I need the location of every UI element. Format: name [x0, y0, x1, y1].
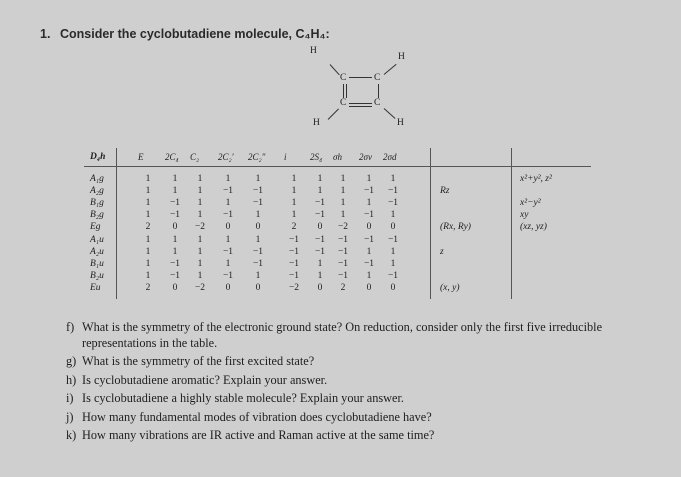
subquestion-k: [66, 428, 666, 444]
subquestion-letter: f): [66, 320, 75, 334]
character-value: −1: [222, 186, 234, 197]
bond-top: [349, 77, 372, 78]
character-value: 1: [145, 258, 151, 269]
character-value: 1: [390, 258, 396, 269]
quadratic-function: xy: [520, 210, 529, 221]
character-value: 1: [390, 210, 396, 221]
character-value: −1: [363, 258, 375, 269]
subquestion-letter: g): [66, 354, 77, 368]
table-header-rule: [84, 166, 591, 167]
character-value: −1: [314, 210, 326, 221]
irrep-label: B₁u: [90, 258, 104, 269]
operation-header: σh: [333, 152, 342, 162]
character-value: 1: [197, 186, 203, 197]
irrep-label: A₁g: [90, 174, 104, 184]
character-value: 1: [145, 186, 151, 197]
character-value: 1: [145, 198, 151, 209]
subquestion-text: Is cyclobutadiene aromatic? Explain your answer.: [82, 372, 328, 387]
character-value: 1: [197, 246, 203, 257]
character-value: 1: [291, 198, 297, 209]
character-value: 1: [225, 174, 231, 184]
character-value: 0: [225, 222, 231, 233]
character-value: 1: [255, 234, 261, 245]
irrep-label: Eg: [90, 222, 101, 233]
atom-h-top-left: H: [310, 46, 317, 56]
atom-c-top-right: C: [374, 73, 381, 83]
table-divider-irrep: [116, 148, 117, 299]
subquestion-letter: h): [66, 372, 77, 387]
character-value: 1: [340, 186, 346, 197]
subquestion-text: How many vibrations are IR active and Raman active at the same time?: [82, 428, 435, 442]
character-value: 1: [291, 210, 297, 221]
character-value: 1: [197, 234, 203, 245]
atom-c-top-left: C: [340, 73, 347, 83]
character-value: −1: [222, 270, 234, 281]
character-value: 1: [366, 270, 372, 281]
linear-rotation-function: z: [440, 246, 444, 257]
character-value: 1: [225, 234, 231, 245]
irrep-label: A₂u: [90, 246, 104, 257]
character-value: 2: [145, 222, 151, 233]
bond-right: [378, 84, 379, 98]
subquestion-letter: k): [66, 428, 77, 442]
bond-ch-top-right: [384, 64, 397, 75]
character-value: 0: [255, 222, 261, 233]
character-value: −1: [252, 186, 264, 197]
irrep-label: A₁u: [90, 234, 104, 245]
character-value: −1: [314, 198, 326, 209]
character-value: −1: [337, 246, 349, 257]
character-value: 1: [172, 246, 178, 257]
irrep-label: B₂g: [90, 210, 104, 221]
character-value: 2: [340, 282, 346, 293]
operation-header: i: [284, 152, 287, 162]
character-value: 1: [340, 174, 346, 184]
question-prompt: Consider the cyclobutadiene molecule, C₄H₄:: [60, 27, 330, 41]
character-value: −1: [288, 270, 300, 281]
character-value: 1: [145, 234, 151, 245]
character-value: −1: [288, 234, 300, 245]
subquestion-text: What is the symmetry of the electronic ground state? On reduction, consider only the first five irreducible representations in the table.: [82, 320, 603, 350]
character-value: 1: [390, 174, 396, 184]
character-value: 0: [317, 282, 323, 293]
character-value: 1: [317, 186, 323, 197]
character-value: −1: [252, 258, 264, 269]
linear-rotation-function: (x, y): [440, 282, 460, 293]
character-value: −1: [169, 270, 181, 281]
character-value: 1: [197, 210, 203, 221]
character-value: −1: [363, 234, 375, 245]
atom-c-bottom-right: C: [374, 98, 381, 108]
atom-h-top-right: H: [398, 52, 405, 62]
subquestion-text: Is cyclobutadiene a highly stable molecule? Explain your answer.: [82, 391, 405, 405]
character-value: 1: [255, 174, 261, 184]
character-value: 2: [291, 222, 297, 233]
character-value: −1: [169, 198, 181, 209]
character-value: 1: [317, 174, 323, 184]
bond-ch-bottom-right: [384, 108, 396, 119]
character-value: −2: [337, 222, 349, 233]
cyclobutadiene-structure: [300, 46, 420, 136]
subquestion-letter: j): [66, 409, 74, 424]
character-value: 0: [390, 222, 396, 233]
subquestion-letter: i): [66, 391, 74, 405]
character-value: −1: [337, 270, 349, 281]
character-value: −1: [288, 246, 300, 257]
operation-header: 2C₂″: [248, 152, 266, 162]
character-value: 0: [172, 282, 178, 293]
character-value: 1: [366, 174, 372, 184]
irrep-label: Eu: [90, 282, 101, 293]
subquestion-h: [66, 373, 666, 389]
operation-header: 2C₂′: [218, 152, 234, 162]
character-value: −1: [169, 258, 181, 269]
bond-bottom-double-b: [349, 106, 372, 107]
irrep-label: A₂g: [90, 186, 104, 197]
character-value: 1: [317, 258, 323, 269]
subquestion-i: [66, 391, 666, 407]
character-value: −1: [337, 258, 349, 269]
character-value: 1: [197, 258, 203, 269]
operation-header: 2S₄: [310, 152, 323, 162]
irrep-label: B₁g: [90, 198, 104, 209]
character-value: 1: [291, 174, 297, 184]
character-value: 1: [340, 198, 346, 209]
character-value: 1: [255, 270, 261, 281]
character-value: 1: [197, 270, 203, 281]
character-value: 0: [366, 222, 372, 233]
character-value: 1: [317, 270, 323, 281]
character-value: 0: [172, 222, 178, 233]
character-value: 1: [225, 198, 231, 209]
character-table: [84, 148, 591, 299]
operation-header: 2C₄: [165, 152, 179, 162]
quadratic-function: x²−y²: [520, 198, 541, 209]
linear-rotation-function: Rz: [440, 186, 450, 197]
subquestion-f: [66, 320, 666, 351]
bond-left-double-a: [343, 84, 344, 98]
character-value: 0: [366, 282, 372, 293]
character-value: 2: [145, 282, 151, 293]
character-value: −1: [387, 234, 399, 245]
character-value: 1: [145, 270, 151, 281]
atom-h-bottom-right: H: [397, 118, 404, 128]
bond-ch-top-left: [330, 64, 340, 75]
character-value: 1: [197, 174, 203, 184]
atom-c-bottom-left: C: [340, 98, 347, 108]
bond-left-double-b: [346, 84, 347, 98]
character-value: −1: [169, 210, 181, 221]
question-number: 1.: [40, 27, 51, 41]
character-value: 1: [366, 198, 372, 209]
character-value: −1: [314, 234, 326, 245]
table-divider-linear: [430, 148, 431, 299]
subquestion-g: [66, 354, 666, 370]
character-value: 1: [172, 234, 178, 245]
quadratic-function: x²+y², z²: [520, 174, 552, 184]
subquestion-list: [66, 320, 666, 447]
character-value: 0: [317, 222, 323, 233]
character-value: −2: [194, 282, 206, 293]
character-value: 0: [255, 282, 261, 293]
character-value: −1: [387, 186, 399, 197]
character-value: 0: [390, 282, 396, 293]
irrep-label: B₂u: [90, 270, 104, 281]
character-value: −1: [387, 270, 399, 281]
operation-header: 2σd: [383, 152, 397, 162]
character-value: 1: [197, 198, 203, 209]
operation-header: C₂: [190, 152, 200, 162]
subquestion-text: How many fundamental modes of vibration does cyclobutadiene have?: [82, 409, 432, 424]
character-value: 1: [255, 210, 261, 221]
character-value: 1: [172, 186, 178, 197]
character-value: 1: [340, 210, 346, 221]
point-group-label: D₄h: [90, 152, 106, 162]
character-value: −1: [363, 210, 375, 221]
operation-header: E: [138, 152, 144, 162]
character-value: −1: [222, 246, 234, 257]
character-value: 0: [225, 282, 231, 293]
character-value: −1: [222, 210, 234, 221]
character-value: −1: [252, 198, 264, 209]
linear-rotation-function: (Rx, Ry): [440, 222, 471, 233]
character-value: −1: [387, 198, 399, 209]
character-value: 1: [366, 246, 372, 257]
character-value: −2: [288, 282, 300, 293]
table-divider-quadratic: [511, 148, 512, 299]
character-value: 1: [145, 210, 151, 221]
bond-ch-bottom-left: [328, 109, 339, 120]
operation-header: 2σv: [359, 152, 372, 162]
character-value: 1: [145, 246, 151, 257]
quadratic-function: (xz, yz): [520, 222, 547, 233]
character-value: −1: [288, 258, 300, 269]
character-value: 1: [225, 258, 231, 269]
character-value: −1: [314, 246, 326, 257]
character-value: 1: [145, 174, 151, 184]
character-value: 1: [390, 246, 396, 257]
character-value: 1: [172, 174, 178, 184]
character-value: −1: [363, 186, 375, 197]
subquestion-j: [66, 410, 666, 426]
character-value: −1: [337, 234, 349, 245]
character-value: −2: [194, 222, 206, 233]
character-value: 1: [291, 186, 297, 197]
subquestion-text: What is the symmetry of the first excited state?: [82, 354, 315, 368]
question-heading: [40, 27, 330, 41]
bond-bottom-double-a: [349, 103, 372, 104]
character-value: −1: [252, 246, 264, 257]
atom-h-bottom-left: H: [313, 118, 320, 128]
